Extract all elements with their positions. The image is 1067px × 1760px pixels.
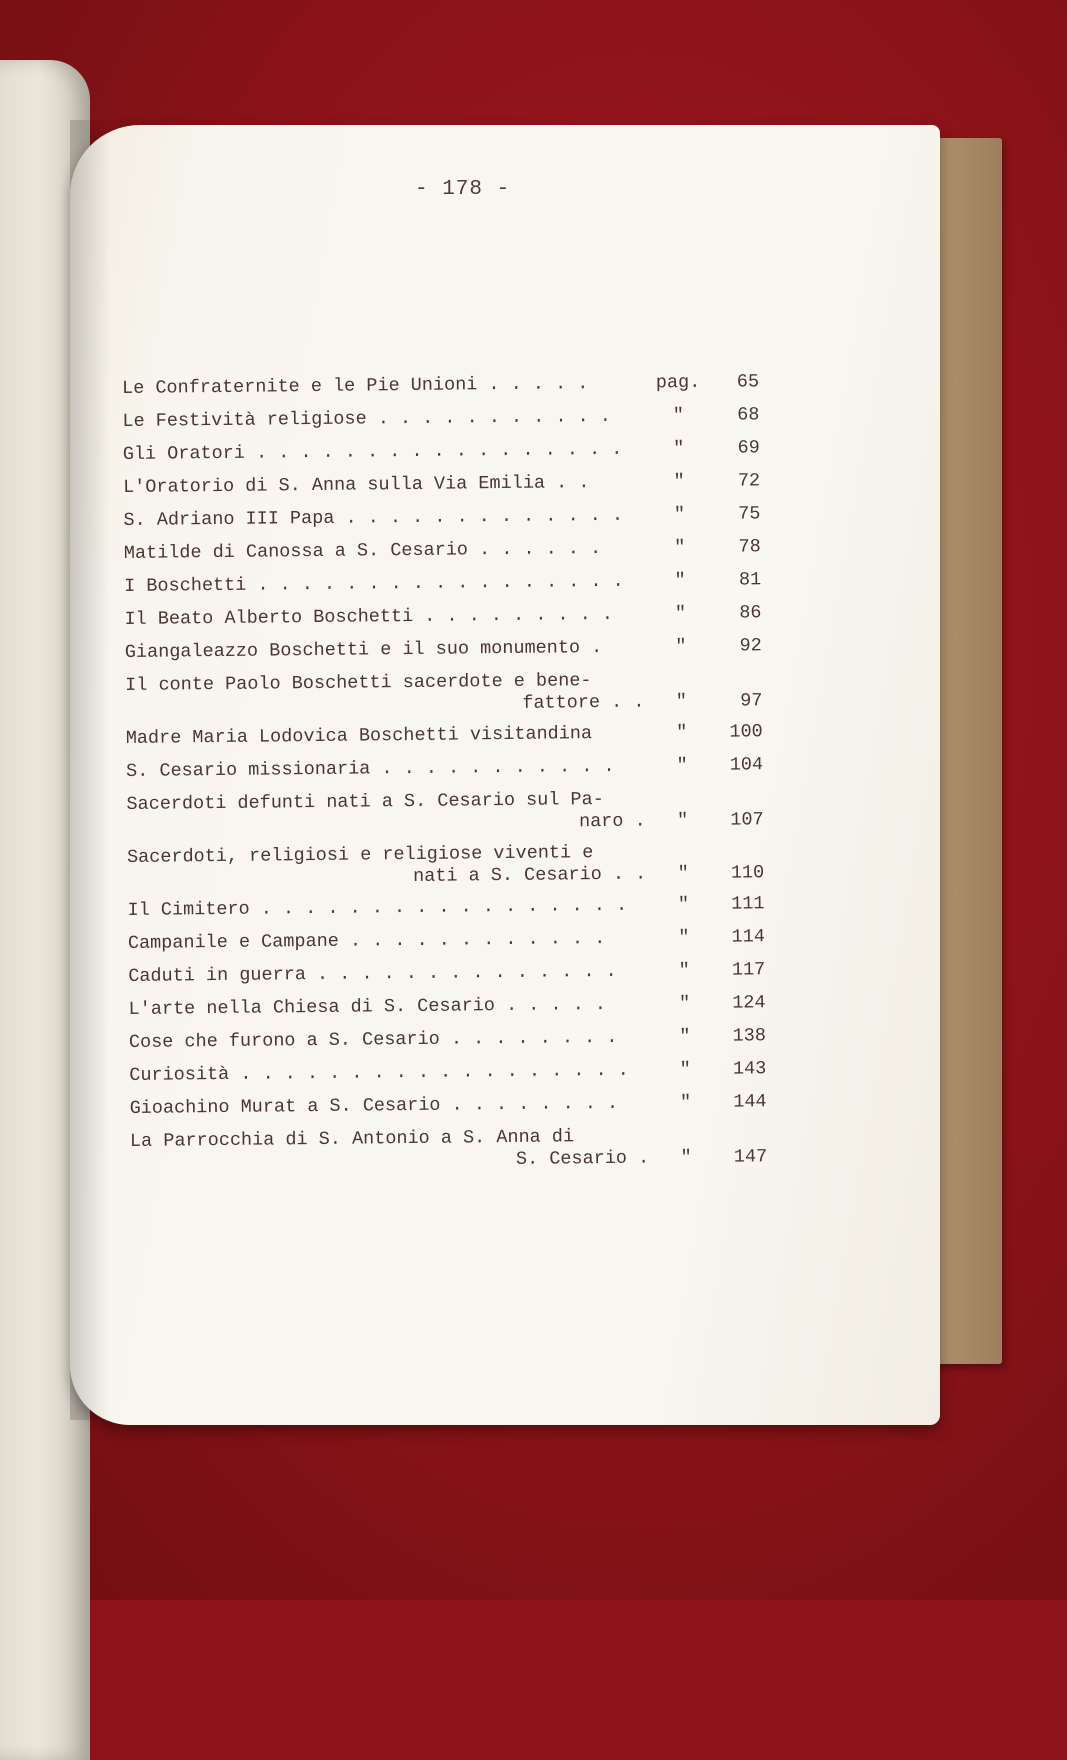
toc-entry-page-number: 92 xyxy=(739,635,762,657)
toc-entry xyxy=(124,569,764,598)
toc-entry-title-line: L'arte nella Chiesa di S. Cesario . . . . . xyxy=(128,993,607,1020)
toc-entry-title-line: I Boschetti . . . . . . . . . . . . . . . . . xyxy=(124,570,624,597)
toc-entry xyxy=(123,437,763,466)
toc-entry-ditto-mark: " xyxy=(675,636,687,658)
toc-entry-title-line: Curiosità . . . . . . . . . . . . . . . . . . xyxy=(129,1059,629,1086)
toc-entry-title-line: Campanile e Campane . . . . . . . . . . . . xyxy=(127,927,606,954)
toc-entry-ditto-mark: pag. xyxy=(655,371,701,394)
toc-entry-title xyxy=(128,960,653,987)
toc-entry-title xyxy=(130,1092,655,1119)
toc-entry xyxy=(125,668,765,719)
toc-entry-ditto-mark: " xyxy=(673,504,686,526)
toc-entry-title xyxy=(123,504,648,531)
toc-entry-ditto-mark: " xyxy=(679,1059,691,1081)
toc-entry-title-line: Le Confraternite e le Pie Unioni . . . . . xyxy=(122,373,589,399)
toc-entry-title-line: Il Cimitero . . . . . . . . . . . . . . . . . xyxy=(127,894,628,921)
toc-entry xyxy=(123,503,763,532)
toc-entry-title-line: S. Adriano III Papa . . . . . . . . . . . . . xyxy=(123,504,624,531)
toc-entry xyxy=(125,635,765,664)
toc-entry-title xyxy=(127,841,652,890)
toc-entry xyxy=(126,787,766,838)
toc-entry-ditto-mark: " xyxy=(675,691,688,713)
toc-entry-ditto-mark: " xyxy=(676,810,689,832)
toc-entry-title xyxy=(124,570,649,597)
toc-entry xyxy=(128,926,768,955)
toc-entry-ditto-mark: " xyxy=(678,927,690,949)
toc-entry-title xyxy=(130,1125,655,1174)
toc-entry-title-line: Caduti in guerra . . . . . . . . . . . . . . xyxy=(128,960,617,987)
toc-entry-ditto-mark: " xyxy=(678,960,690,982)
toc-entry xyxy=(122,404,762,433)
toc-entry xyxy=(123,470,763,499)
toc-entry-page-number: 117 xyxy=(731,959,766,981)
toc-entry-ditto-mark: " xyxy=(674,570,686,592)
toc-entry xyxy=(124,536,764,565)
toc-entry-ditto-mark: " xyxy=(680,1147,692,1169)
toc-entry-title xyxy=(129,1026,654,1053)
toc-entry-page-number: 69 xyxy=(737,437,760,459)
toc-entry-page-number: 114 xyxy=(731,926,765,948)
toc-entry-ditto-mark: " xyxy=(678,993,691,1015)
toc-entry-title xyxy=(129,993,654,1020)
toc-entry-page-number: 147 xyxy=(733,1146,768,1168)
toc-entry-title-line: Il conte Paolo Boschetti sacerdote e bene- xyxy=(125,670,592,696)
toc-entry-title-continuation: S. Cesario . xyxy=(515,1147,650,1170)
toc-entry xyxy=(127,893,767,922)
toc-entry-page-number: 111 xyxy=(731,893,765,915)
toc-entry xyxy=(129,1058,769,1087)
toc-entry-ditto-mark: " xyxy=(676,722,688,744)
toc-entry xyxy=(127,840,767,891)
toc-entry-title xyxy=(124,537,649,564)
table-of-contents xyxy=(122,371,770,1175)
toc-entry-page-number: 78 xyxy=(738,536,761,558)
toc-entry-page-number: 107 xyxy=(730,809,764,831)
toc-entry-title xyxy=(127,894,652,921)
toc-entry-ditto-mark: " xyxy=(673,471,685,493)
toc-entry-title-line: Il Beato Alberto Boschetti . . . . . . . . . xyxy=(124,603,614,630)
toc-entry xyxy=(130,1091,770,1120)
toc-entry-ditto-mark: " xyxy=(673,438,685,460)
toc-entry-page-number: 68 xyxy=(737,404,760,426)
toc-entry-title xyxy=(123,471,648,498)
toc-entry-ditto-mark: " xyxy=(677,863,689,885)
toc-entry-title-line: Giangaleazzo Boschetti e il suo monumento . xyxy=(124,636,603,663)
toc-entry-page-number: 104 xyxy=(729,754,764,776)
toc-entry-page-number: 124 xyxy=(732,992,766,1014)
toc-entry-title xyxy=(126,755,651,782)
toc-entry-title-line: L'Oratorio di S. Anna sulla Via Emilia . . xyxy=(123,472,590,498)
toc-entry-page-number: 81 xyxy=(738,569,762,591)
page-number: - 178 - xyxy=(415,178,511,201)
toc-entry-page-number: 110 xyxy=(730,862,765,884)
toc-entry-title-line: Madre Maria Lodovica Boschetti visitandina xyxy=(125,723,593,749)
toc-entry-title xyxy=(124,603,649,630)
toc-entry-page-number: 144 xyxy=(733,1091,767,1113)
toc-entry-title xyxy=(126,722,651,749)
toc-entry-page-number: 100 xyxy=(729,721,763,743)
toc-entry-page-number: 86 xyxy=(739,602,762,624)
toc-entry-title-continuation: naro . xyxy=(578,810,646,833)
toc-entry xyxy=(128,959,768,988)
toc-entry-page-number: 65 xyxy=(736,371,760,393)
toc-entry-title-line: Sacerdoti defunti nati a S. Cesario sul Pa- xyxy=(126,788,604,815)
toc-entry-ditto-mark: " xyxy=(674,603,687,625)
toc-entry-page-number: 138 xyxy=(732,1025,767,1047)
toc-entry-title-line: Le Festività religiose . . . . . . . . . . . xyxy=(122,405,612,432)
toc-entry xyxy=(129,992,769,1021)
toc-entry-page-number: 72 xyxy=(737,470,761,492)
toc-entry-title xyxy=(125,669,650,718)
toc-entry-ditto-mark: " xyxy=(679,1092,692,1114)
toc-entry-title-line: Gli Oratori . . . . . . . . . . . . . . . . . xyxy=(122,438,623,465)
toc-entry-ditto-mark: " xyxy=(676,755,688,777)
toc-entry-title xyxy=(126,788,651,837)
toc-entry-ditto-mark: " xyxy=(677,894,690,916)
toc-entry xyxy=(130,1124,770,1175)
toc-entry xyxy=(126,754,766,783)
toc-entry-page-number: 143 xyxy=(732,1058,767,1080)
toc-entry-title-continuation: nati a S. Cesario . . xyxy=(412,863,647,887)
toc-entry-ditto-mark: " xyxy=(679,1026,691,1048)
toc-entry xyxy=(129,1025,769,1054)
toc-entry-title-line: Matilde di Canossa a S. Cesario . . . . . . xyxy=(123,537,602,564)
toc-entry xyxy=(124,602,764,631)
toc-entry xyxy=(126,721,766,750)
toc-entry-title xyxy=(122,373,647,400)
toc-entry-title-line: La Parrocchia di S. Antonio a S. Anna di xyxy=(129,1126,575,1152)
toc-entry-title-line: S. Cesario missionaria . . . . . . . . . . . xyxy=(126,755,615,782)
toc-entry-ditto-mark: " xyxy=(672,405,685,427)
toc-entry-ditto-mark: " xyxy=(674,537,686,559)
toc-entry-title-continuation: fattore . . xyxy=(522,691,645,714)
toc-entry-title xyxy=(122,406,647,433)
toc-entry-title xyxy=(129,1059,654,1086)
toc-entry-title-line: Cose che furono a S. Cesario . . . . . . . . xyxy=(128,1026,618,1053)
toc-entry-title xyxy=(128,927,653,954)
toc-entry-page-number: 75 xyxy=(738,503,761,525)
toc-entry-title xyxy=(123,438,648,465)
toc-entry-title-line: Gioachino Murat a S. Cesario . . . . . . . . xyxy=(129,1092,619,1119)
toc-entry-title xyxy=(125,636,650,663)
toc-entry-title-line: Sacerdoti, religiosi e religiose viventi e xyxy=(126,842,594,868)
toc-entry-page-number: 97 xyxy=(740,690,763,712)
